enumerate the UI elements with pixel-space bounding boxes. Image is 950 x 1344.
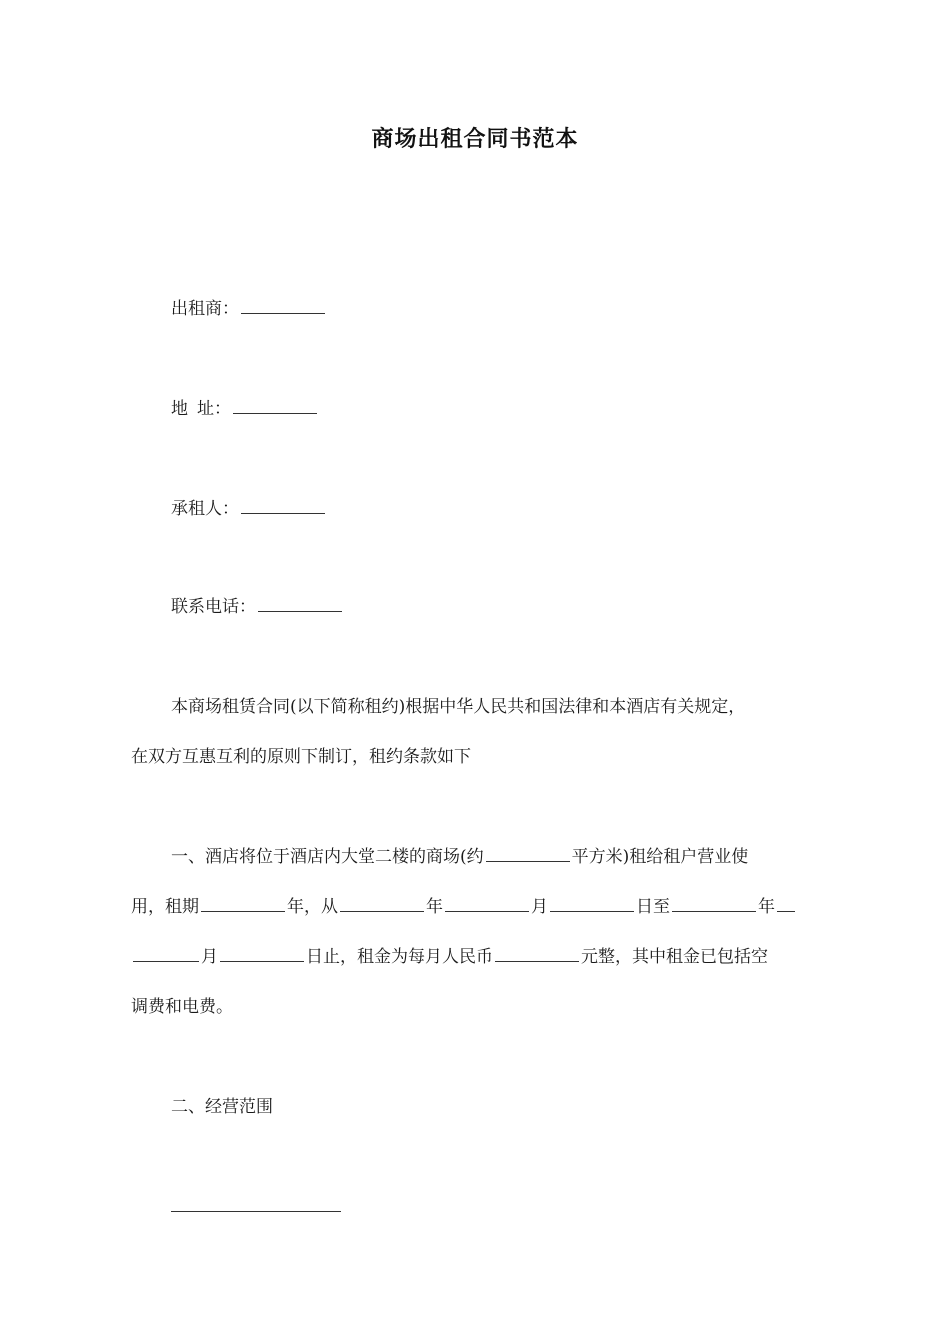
lessee-blank [241,499,325,514]
clause1-text: 一、酒店将位于酒店内大堂二楼的商场(约 [171,847,484,867]
clause1-line-2 [131,896,831,918]
clause1-text: 日至 [636,897,670,917]
clause1-text: 年 [426,897,443,917]
phone-field [171,596,871,618]
end-month-blank-start [777,897,795,912]
clause2-heading: 二、经营范围 [171,1097,273,1117]
clause1-line-1 [171,846,871,868]
phone-blank [258,597,342,612]
end-day-blank [220,947,304,962]
clause1-text: 年，从 [287,897,338,917]
end-month-blank-end [133,947,199,962]
clause1-text: 月 [531,897,548,917]
lessor-label: 出租商： [171,299,239,319]
lessor-field [171,298,871,320]
clause1-line-3 [131,946,831,968]
lessee-label: 承租人： [171,499,239,519]
clause1-text: 月 [201,947,218,967]
clause1-text: 元整，其中租金已包括空 [581,947,768,967]
end-year-blank [672,897,756,912]
start-month-blank [445,897,529,912]
address-blank [233,399,317,414]
business-scope-blank [171,1197,341,1212]
phone-label: 联系电话： [171,597,256,617]
lessor-blank [241,299,325,314]
start-year-blank [340,897,424,912]
intro-line-2: 在双方互惠互利的原则下制订，租约条款如下 [131,747,471,767]
term-years-blank [201,897,285,912]
intro-line-1: 本商场租赁合同(以下简称租约)根据中华人民共和国法律和本酒店有关规定， [171,697,746,717]
address-label-second: 址： [197,399,231,419]
start-day-blank [550,897,634,912]
clause1-line-4: 调费和电费。 [131,997,233,1017]
document-title: 商场出租合同书范本 [371,127,579,152]
address-label-first: 地 [171,399,188,419]
clause1-text: 用，租期 [131,897,199,917]
area-blank [486,847,570,862]
rent-amount-blank [495,947,579,962]
business-scope-line [171,1196,871,1218]
clause1-text: 平方米)租给租户营业使 [571,847,749,867]
lessee-field [171,498,871,520]
address-field [171,398,871,420]
clause1-text: 日止，租金为每月人民币 [306,947,493,967]
clause1-text: 年 [758,897,775,917]
